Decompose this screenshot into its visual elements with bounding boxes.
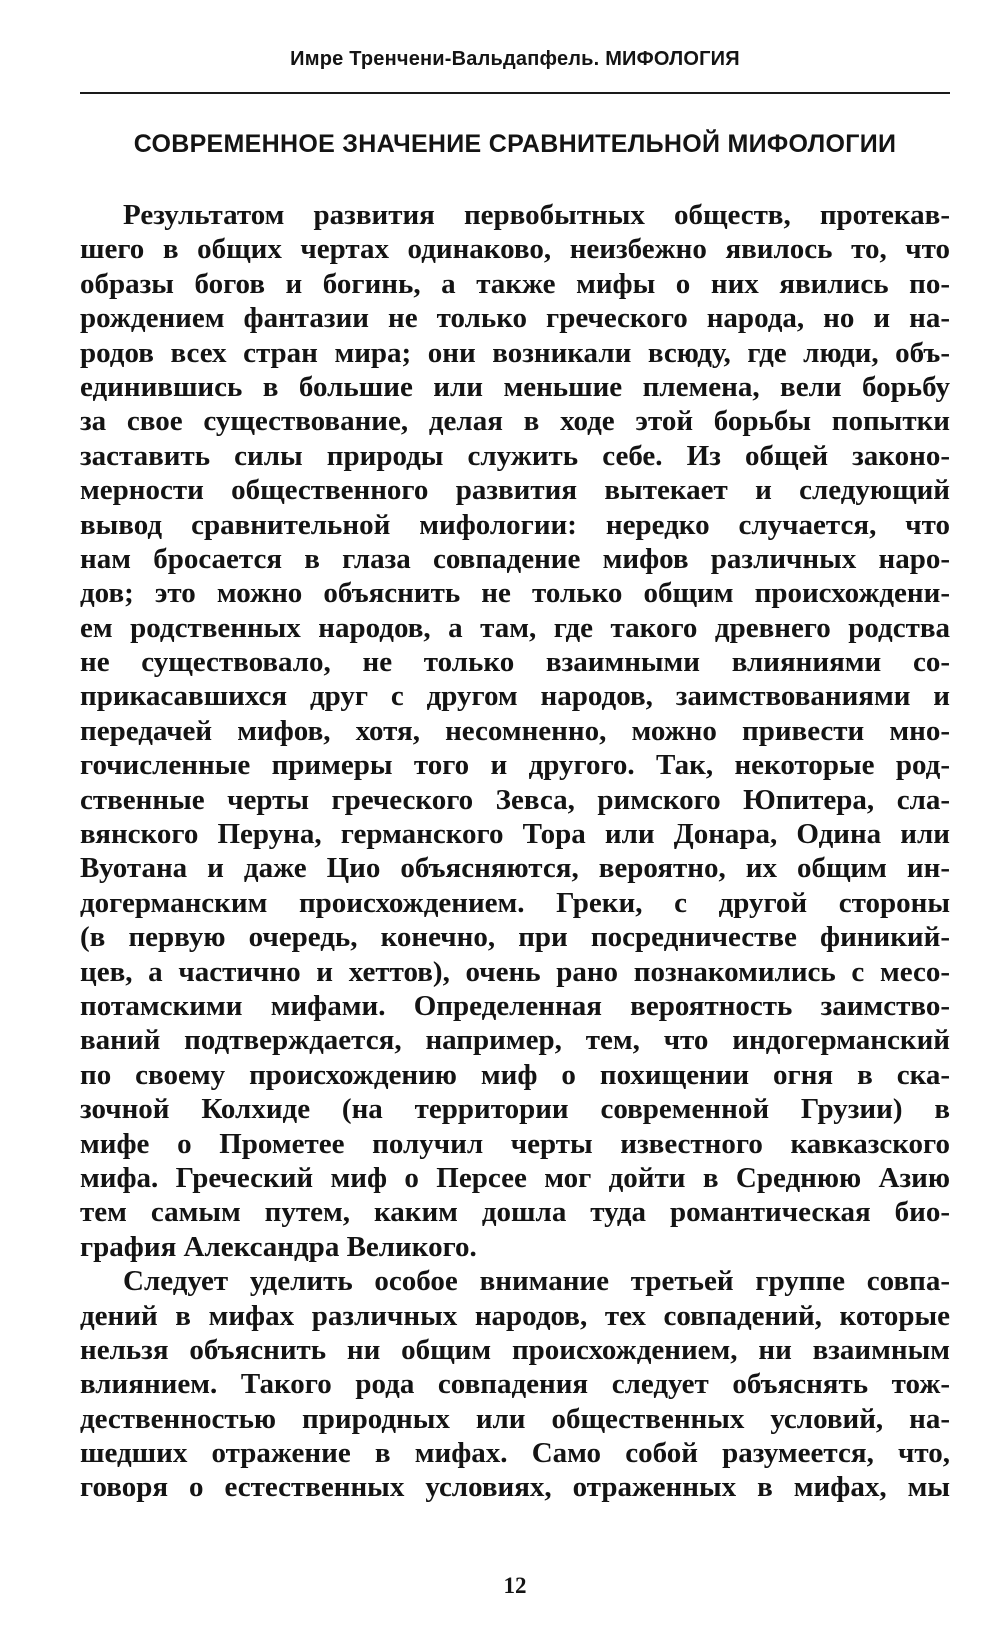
- text-line: говоря о естественных условиях, отраженных в мифах, мы: [80, 1471, 950, 1504]
- text-line: мифа. Греческий миф о Персее мог дойти в Среднюю Азию: [80, 1161, 950, 1194]
- text-line: передачей мифов, хотя, несомненно, можно привести мно-: [80, 714, 950, 747]
- text-line: прикасавшихся друг с другом народов, заимствованиями и: [80, 680, 950, 713]
- text-line: догерманским происхождением. Греки, с другой стороны: [80, 886, 950, 919]
- text-line: графия Александра Великого.: [80, 1230, 477, 1263]
- text-line: тем самым путем, каким дошла туда романтическая био-: [80, 1196, 950, 1229]
- text-line: дений в мифах различных народов, тех совпадений, которые: [80, 1299, 950, 1332]
- body-text: [80, 198, 950, 1505]
- text-line: образы богов и богинь, а также мифы о них явились по-: [80, 267, 950, 300]
- running-head: Имре Тренчени-Вальдапфель. МИФОЛОГИЯ: [290, 48, 740, 70]
- text-line: ваний подтверждается, например, тем, что индогерманский: [80, 1024, 950, 1057]
- text-line: нам бросается в глаза совпадение мифов различных наро-: [80, 542, 950, 575]
- text-line: вывод сравнительной мифологии: нередко случается, что: [80, 508, 950, 541]
- text-line: заставить силы природы служить себе. Из общей законо-: [80, 439, 950, 472]
- text-line: нельзя объяснить ни общим происхождением, ни взаимным: [80, 1333, 950, 1366]
- text-line: потамскими мифами. Определенная вероятность заимство-: [80, 989, 950, 1022]
- page-number: 12: [503, 1573, 527, 1598]
- text-line: влиянием. Такого рода совпадения следует объяснять тож-: [80, 1368, 950, 1401]
- text-line: единившись в большие или меньшие племена, вели борьбу: [80, 370, 950, 403]
- text-line: ем родственных народов, а там, где такого древнего родства: [80, 611, 950, 644]
- text-line: не существовало, не только взаимными влияниями со-: [80, 646, 950, 679]
- text-line: цев, а частично и хеттов), очень рано познакомились с месо-: [80, 955, 950, 988]
- text-line: зочной Колхиде (на территории современной Грузии) в: [80, 1093, 950, 1126]
- text-line: шего в общих чертах одинаково, неизбежно явилось то, что: [80, 233, 950, 266]
- text-line: вянского Перуна, германского Тора или Донара, Одина или: [80, 818, 950, 851]
- text-line: Вуотана и даже Цио объясняются, вероятно, их общим ин-: [80, 852, 950, 885]
- text-line: мифе о Прометее получил черты известного кавказского: [80, 1127, 950, 1160]
- text-line: по своему происхождению миф о похищении огня в ска-: [80, 1058, 950, 1091]
- text-line: мерности общественного развития вытекает и следующий: [80, 474, 950, 507]
- text-line: шедших отражение в мифах. Само собой разумеется, что,: [80, 1437, 950, 1470]
- paragraph: [80, 198, 950, 1264]
- text-line: ственные черты греческого Зевса, римского Юпитера, сла-: [80, 783, 950, 816]
- text-line: дественностью природных или общественных условий, на-: [80, 1402, 950, 1435]
- text-line: (в первую очередь, конечно, при посредничестве финикий-: [80, 921, 950, 954]
- text-line: дов; это можно объяснить не только общим происхождени-: [80, 577, 950, 610]
- header-rule: [80, 92, 950, 94]
- text-line: родов всех стран мира; они возникали всюду, где люди, объ-: [80, 336, 950, 369]
- text-line: рождением фантазии не только греческого народа, но и на-: [80, 302, 950, 335]
- paragraph: [80, 1264, 950, 1505]
- text-line: за свое существование, делая в ходе этой борьбы попытки: [80, 405, 950, 438]
- text-line: Следует уделить особое внимание третьей группе совпа-: [123, 1265, 950, 1298]
- text-line: Результатом развития первобытных обществ, протекав-: [123, 199, 950, 231]
- section-title: СОВРЕМЕННОЕ ЗНАЧЕНИЕ СРАВНИТЕЛЬНОЙ МИФОЛОГИИ: [133, 130, 897, 158]
- text-line: гочисленные примеры того и другого. Так, некоторые род-: [80, 749, 950, 782]
